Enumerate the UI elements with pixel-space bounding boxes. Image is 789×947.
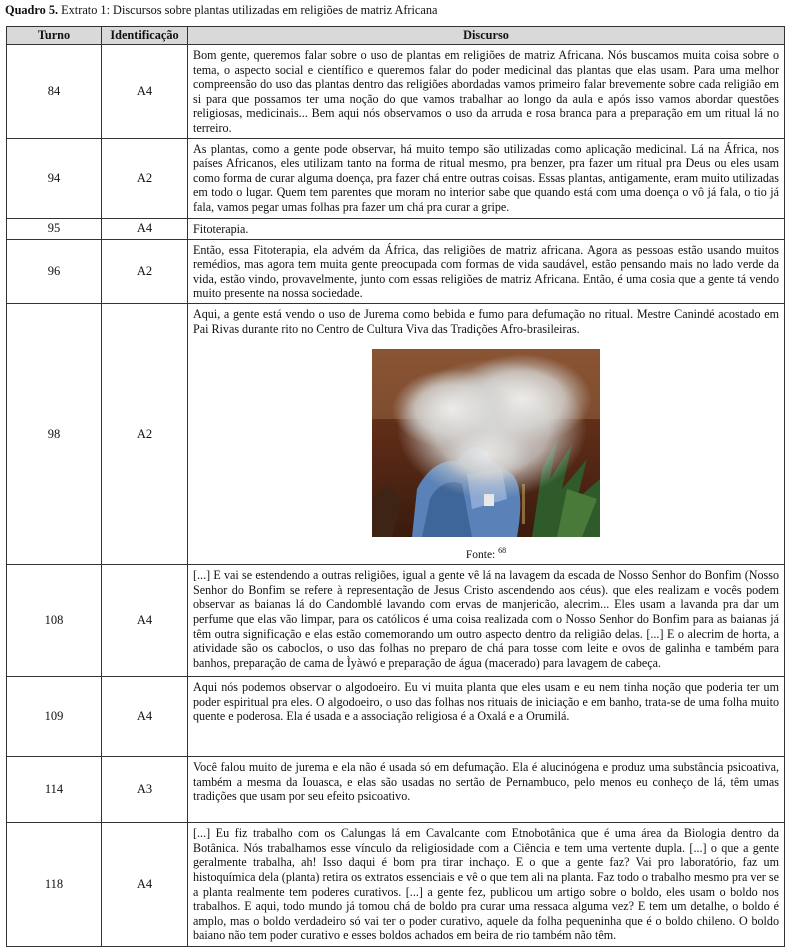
discourse-cell: Aqui nós podemos observar o algodoeiro. Eu vi muita planta que eles usam e eu nem tinha noção que poderia ter um poder espiritual pra eles. O algodoeiro, o uso das folhas nos rituais de iniciação e em banho, trata-se de uma folha muito quente e poderosa. Ela é usada e a associação religiosa é a Oxalá e a Orumilá. — [188, 677, 785, 757]
table-row — [7, 677, 785, 757]
turn-cell: 84 — [7, 45, 102, 139]
id-cell: A4 — [102, 823, 188, 947]
id-cell: A4 — [102, 565, 188, 677]
table-row — [7, 239, 785, 303]
table-caption — [5, 3, 437, 18]
turn-cell: 108 — [7, 565, 102, 677]
caption-label: Quadro 5. — [5, 3, 59, 17]
turn-cell: 109 — [7, 677, 102, 757]
header-identificacao: Identificação — [102, 27, 188, 45]
header-turno: Turno — [7, 27, 102, 45]
id-cell: A2 — [102, 239, 188, 303]
id-cell: A4 — [102, 45, 188, 139]
table-row — [7, 565, 785, 677]
id-cell: A4 — [102, 218, 188, 239]
table-row — [7, 823, 785, 947]
figure-source-label: Fonte: — [465, 548, 499, 561]
discourse-cell: Então, essa Fitoterapia, ela advém da África, das religiões de matriz africana. Agora as pessoas estão usando muitos remédios, mas agora tem muita gente preocupada com formas de vida saudável, estão pensando mais no lado verde da vida, estão vindo, provavelmente, junto com essas religiões de matriz Africana. Então, é uma cosia que a gente tá vendo muito presente na nossa sociedade. — [188, 239, 785, 303]
table-row — [7, 757, 785, 823]
table-header-row — [7, 27, 785, 45]
speech-table — [6, 26, 785, 947]
id-cell: A3 — [102, 757, 188, 823]
discourse-text: Aqui, a gente está vendo o uso de Jurema como bebida e fumo para defumação no ritual. Mestre Canindé acostado em Pai Rivas durante rito no Centro de Cultura Viva das Tradições Afro-brasileiras. — [193, 306, 779, 336]
turn-cell: 114 — [7, 757, 102, 823]
discourse-cell: [...] E vai se estendendo a outras religiões, igual a gente vê lá na lavagem da escada de Nosso Senhor do Bonfim (Nosso Senhor do Bonfim se refere à representação de Jesus Cristo ascendendo aos céus). que eles realizam e vocês podem observar as baianas lá do Candomblé lavando com ervas de manjericão, alecrim... Eles usam a lavanda pra dar um perfume que elas vão limpar, para os católicos é uma coisa realizada com o Nosso Senhor do Bonfim para as baianas já têm outra significação e elas estão comemorando um outro aspecto dentro da religião delas. [...] E o alecrim de horta, a atividade são os caboclos, o uso das folhas no preparo de chá para tosse com leite e ovos de galinha e também para banhos, preparação de cama de Ìyàwó e preparação de água (macerado) para lavagem de cabeça. — [188, 565, 785, 677]
ritual-smoke-photo — [372, 349, 600, 537]
table-row — [7, 218, 785, 239]
id-cell: A2 — [102, 138, 188, 218]
table-row — [7, 45, 785, 139]
discourse-cell-with-figure — [188, 303, 785, 564]
turn-cell: 118 — [7, 823, 102, 947]
discourse-cell: Você falou muito de jurema e ela não é usada só em defumação. Ela é alucinógena e produz uma substância psicoativa, também a mesma da Iouasca, e elas são usadas no sertão de Pernambuco, pelo menos eu conheço de lá, têm umas tradições que usam por seu efeito psicoativo. — [188, 757, 785, 823]
table-row — [7, 303, 785, 564]
header-discurso: Discurso — [188, 27, 785, 45]
figure-source — [193, 544, 779, 562]
turn-cell: 95 — [7, 218, 102, 239]
table-row — [7, 138, 785, 218]
figure — [193, 336, 779, 541]
turn-cell: 94 — [7, 138, 102, 218]
turn-cell: 98 — [7, 303, 102, 564]
discourse-cell: [...] Eu fiz trabalho com os Calungas lá em Cavalcante com Etnobotânica que é uma área da Biologia dentro da Botânica. Nós trabalhamos esse vínculo da religiosidade com a Ciência e tem uma vertente dupla. [...] o que a gente geralmente trabalha, ah! Isso daqui é bom pra tirar inchaço. E o que a gente faz? Vai pro laboratório, faz um histoquímica dela (planta) retira os extratos essenciais e vê o que tem ali na planta. Faz todo o trabalho mesmo pra ver se a planta realmente tem poderes curativos. [...] a gente fez, publicou um artigo sobre o boldo, eles usam o boldo nos trabalhos. E aqui, todo mundo já tomou chá de boldo pra curar uma ressaca alguma vez? E tem um detalhe, o boldo é amplo, mas o boldo verdadeiro só vai ter o poder curativo, aquele da folha pequeninha que é o boldo chileno. O boldo baiano não tem poder curativo e esses boldos achados em beira de rio também não têm. — [188, 823, 785, 947]
discourse-cell: Bom gente, queremos falar sobre o uso de plantas em religiões de matriz Africana. Nós buscamos muita coisa sobre o tema, o aspecto social e científico e queremos falar do poder medicinal das plantas que elas usam. Para uma melhor compreensão do uso das plantas dentro das religiões abordadas vamos primeiro falar brevemente sobre cada religião em si para que possamos ter uma noção do que vamos trabalhar ao longo da aula e após isso vamos abordar questões religiosas, medicinais... Bem aqui nós observamos o uso da arruda e rosa branca para a preparação em um ritual lá no terreiro. — [188, 45, 785, 139]
figure-source-ref: 68 — [498, 545, 507, 555]
id-cell: A2 — [102, 303, 188, 564]
discourse-cell: Fitoterapia. — [188, 218, 785, 239]
id-cell: A4 — [102, 677, 188, 757]
caption-text: Extrato 1: Discursos sobre plantas utilizadas em religiões de matriz Africana — [58, 3, 438, 17]
discourse-cell: As plantas, como a gente pode observar, há muito tempo são utilizadas como aplicação medicinal. Lá na África, nos países Africanos, eles utilizam tanto na forma de ritual mesmo, pra benzer, pra fazer um ritual pra Deus ou eles usam como forma de curar alguma doença, pra fazer chá entre outras coisas. Essas plantas, antigamente, eram muito utilizadas em todo o lugar. Quem tem parentes que moram no interior sabe que quando está com uma doença o vô já fala, o tio já fala, vamos pegar umas folhas pra fazer um chá pra curar a gripe. — [188, 138, 785, 218]
turn-cell: 96 — [7, 239, 102, 303]
